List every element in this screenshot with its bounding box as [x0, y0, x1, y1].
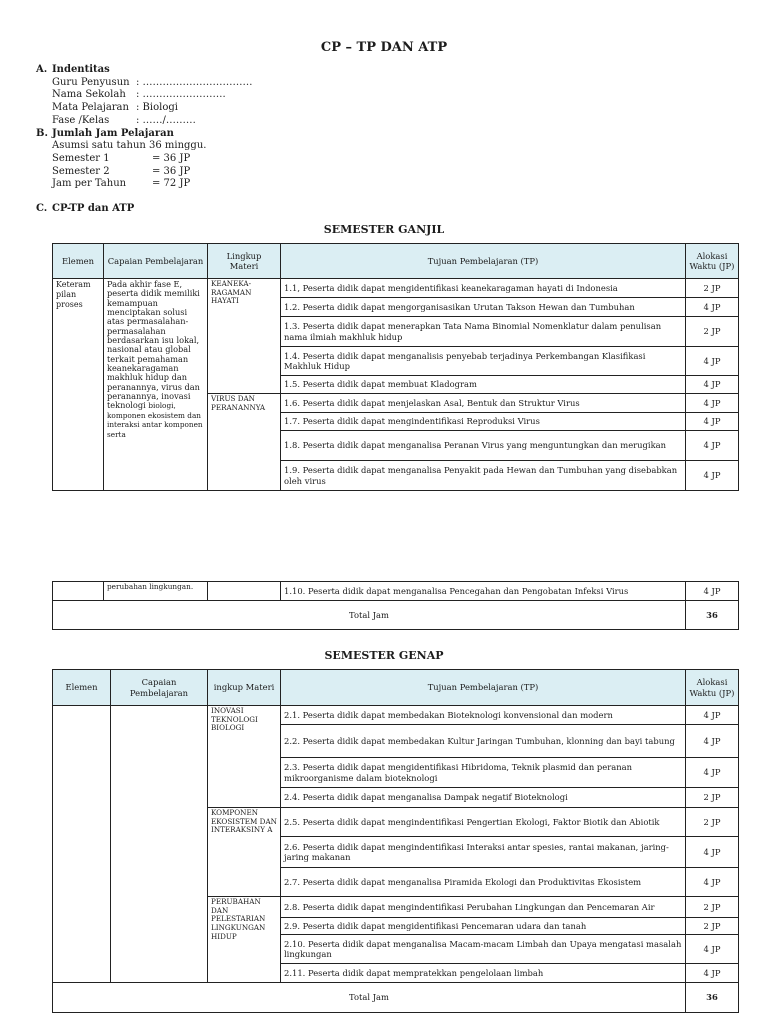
tp-cell: 2.4. Peserta didik dapat menganalisa Dampak negatif Bioteknologi [281, 788, 686, 808]
tp-cell: 1.5. Peserta didik dapat membuat Kladogram [281, 376, 686, 394]
jp-cell: 4 JP [686, 461, 739, 491]
lingkup-cell: VIRUS DAN PERANANNYA [208, 394, 281, 491]
jp-cell: 4 JP [686, 964, 739, 983]
tp-cell: 2.1. Peserta didik dapat membedakan Bioteknologi konvensional dan modern [281, 706, 686, 725]
tp-cell: 1.8. Peserta didik dapat menganalisa Peranan Virus yang menguntungkan dan merugikan [281, 431, 686, 461]
total-label: Total Jam [53, 601, 686, 630]
tp-cell: 2.6. Peserta didik dapat mengindentifikasi Interaksi antar spesies, rantai makanan, jaring-jaring makanan [281, 837, 686, 868]
jp-cell: 2 JP [686, 317, 739, 347]
tp-cell: 1.3. Peserta didik dapat menerapkan Tata Nama Binomial Nomenklatur dalam penulisan nama ilmiah makhluk hidup [281, 317, 686, 347]
jam-row: Semester 1 = 36 JP [52, 152, 191, 164]
header-alokasi: Alokasi Waktu (JP) [686, 670, 739, 706]
jp-cell: 2 JP [686, 918, 739, 935]
jp-cell: 4 JP [686, 298, 739, 317]
total-row [53, 983, 739, 1013]
tp-cell: 2.2. Peserta didik dapat membedakan Kultur Jaringan Tumbuhan, klonning dan bayi tabung [281, 725, 686, 758]
capaian-text: Pada akhir fase E, peserta didik memiliki kemampuan menciptakan solusi atas permasalahan-permasalahan berdasarkan isu lokal, nasional atau global terkait pemahaman keanekaragaman makhluk hidup dan peranannya, virus dan peranannya, inovasi teknologi [107, 279, 200, 411]
jam-row: Semester 2 = 36 JP [52, 165, 191, 177]
table-header-row [53, 244, 739, 279]
header-capaian: Capaian Pembelajaran [111, 670, 208, 706]
section-b-marker: B. [36, 127, 48, 139]
jp-cell: 4 JP [686, 706, 739, 725]
table-row [53, 582, 739, 601]
header-elemen: Elemen [53, 244, 104, 279]
lingkup-cell: PERUBAHAN DAN PELESTARIAN LINGKUNGAN HIDUP [208, 897, 281, 983]
semester-ganjil-table [52, 243, 739, 491]
header-elemen: Elemen [53, 670, 111, 706]
jp-cell: 2 JP [686, 808, 739, 837]
semester-ganjil-continuation-table [52, 581, 739, 630]
header-alokasi: Alokasi Waktu (JP) [686, 244, 739, 279]
tp-cell: 1.10. Peserta didik dapat menganalisa Pencegahan dan Pengobatan Infeksi Virus [281, 582, 686, 601]
jam-row: Jam per Tahun = 72 JP [52, 178, 191, 190]
tp-cell: 1.7. Peserta didik dapat mengindentifikasi Reproduksi Virus [281, 413, 686, 431]
jp-cell: 4 JP [686, 413, 739, 431]
elemen-cell [53, 582, 104, 601]
capaian-text-small: biologi, komponen ekosistem dan interaksi antar komponen serta [107, 401, 203, 439]
header-capaian: Capaian Pembelajaran [104, 244, 208, 279]
table-row [53, 706, 739, 725]
jp-cell: 4 JP [686, 582, 739, 601]
identitas-row: Nama Sekolah : ……………………. [52, 89, 226, 101]
header-tujuan: Tujuan Pembelajaran (TP) [281, 244, 686, 279]
section-c-marker: C. [36, 203, 48, 214]
elemen-cell [53, 706, 111, 983]
jam-note: Asumsi satu tahun 36 minggu. [52, 140, 207, 152]
lingkup-cell: KEANEKA-RAGAMAN HAYATI [208, 279, 281, 394]
semester-ganjil-title: SEMESTER GANJIL [323, 223, 445, 236]
jp-cell: 4 JP [686, 935, 739, 964]
jp-cell: 4 JP [686, 868, 739, 897]
semester-genap-table [52, 669, 739, 1013]
tp-cell: 1.9. Peserta didik dapat menganalisa Penyakit pada Hewan dan Tumbuhan yang disebabkan oleh virus [281, 461, 686, 491]
tp-cell: 2.9. Peserta didik dapat mengidentifikasi Pencemaran udara dan tanah [281, 918, 686, 935]
jp-cell: 4 JP [686, 347, 739, 376]
tp-cell: 1.6. Peserta didik dapat menjelaskan Asal, Bentuk dan Struktur Virus [281, 394, 686, 413]
total-value: 36 [686, 601, 739, 630]
jp-cell: 2 JP [686, 897, 739, 918]
jp-cell: 4 JP [686, 837, 739, 868]
total-row [53, 601, 739, 630]
header-lingkup: Lingkup Materi [208, 244, 281, 279]
document-title: CP – TP DAN ATP [320, 40, 448, 55]
tp-cell: 1.4. Peserta didik dapat menganalisis penyebab terjadinya Perkembangan Klasifikasi Makhluk Hidup [281, 347, 686, 376]
capaian-cell [104, 279, 208, 491]
jp-cell: 4 JP [686, 431, 739, 461]
jp-cell: 2 JP [686, 279, 739, 298]
total-value: 36 [686, 983, 739, 1013]
identitas-row: Fase /Kelas : ……/……… [52, 114, 196, 126]
jp-cell: 2 JP [686, 788, 739, 808]
lingkup-cell: KOMPONEN EKOSISTEM DAN INTERAKSINY A [208, 808, 281, 897]
jp-cell: 4 JP [686, 758, 739, 788]
tp-cell: 2.7. Peserta didik dapat menganalisa Piramida Ekologi dan Produktivitas Ekosistem [281, 868, 686, 897]
jp-cell: 4 JP [686, 376, 739, 394]
tp-cell: 1.1, Peserta didik dapat mengidentifikasi keanekaragaman hayati di Indonesia [281, 279, 686, 298]
semester-genap-title: SEMESTER GENAP [324, 649, 444, 662]
table-header-row [53, 670, 739, 706]
total-label: Total Jam [53, 983, 686, 1013]
section-b-heading: Jumlah Jam Pelajaran [52, 127, 174, 139]
elemen-cell: Keteram pilan proses [53, 279, 104, 491]
identitas-row: Guru Penyusun : …………………………… [52, 76, 253, 88]
section-cp-tp [36, 203, 134, 216]
tp-cell: 2.3. Peserta didik dapat mengidentifikasi Hibridoma, Teknik plasmid dan peranan mikroorganisme dalam bioteknologi [281, 758, 686, 788]
capaian-cell: perubahan lingkungan. [104, 582, 208, 601]
table-row [53, 279, 739, 298]
tp-cell: 2.8. Peserta didik dapat mengindentifikasi Perubahan Lingkungan dan Pencemaran Air [281, 897, 686, 918]
jp-cell: 4 JP [686, 725, 739, 758]
section-identitas [36, 64, 253, 191]
tp-cell: 1.2. Peserta didik dapat mengorganisasikan Urutan Takson Hewan dan Tumbuhan [281, 298, 686, 317]
section-a-heading: Indentitas [52, 64, 110, 75]
header-lingkup: ingkup Materi [208, 670, 281, 706]
lingkup-cell [208, 582, 281, 601]
tp-cell: 2.11. Peserta didik dapat mempratekkan pengelolaan limbah [281, 964, 686, 983]
section-c-heading: CP-TP dan ATP [52, 203, 135, 214]
jp-cell: 4 JP [686, 394, 739, 413]
section-a-marker: A. [36, 64, 48, 75]
identitas-row: Mata Pelajaran : Biologi [52, 102, 178, 114]
header-tujuan: Tujuan Pembelajaran (TP) [281, 670, 686, 706]
tp-cell: 2.10. Peserta didik dapat menganalisa Macam-macam Limbah dan Upaya mengatasi masalah lingkungan [281, 935, 686, 964]
capaian-cell [111, 706, 208, 983]
tp-cell: 2.5. Peserta didik dapat mengindentifikasi Pengertian Ekologi, Faktor Biotik dan Abiotik [281, 808, 686, 837]
lingkup-cell: INOVASI TEKNOLOGI BIOLOGI [208, 706, 281, 808]
